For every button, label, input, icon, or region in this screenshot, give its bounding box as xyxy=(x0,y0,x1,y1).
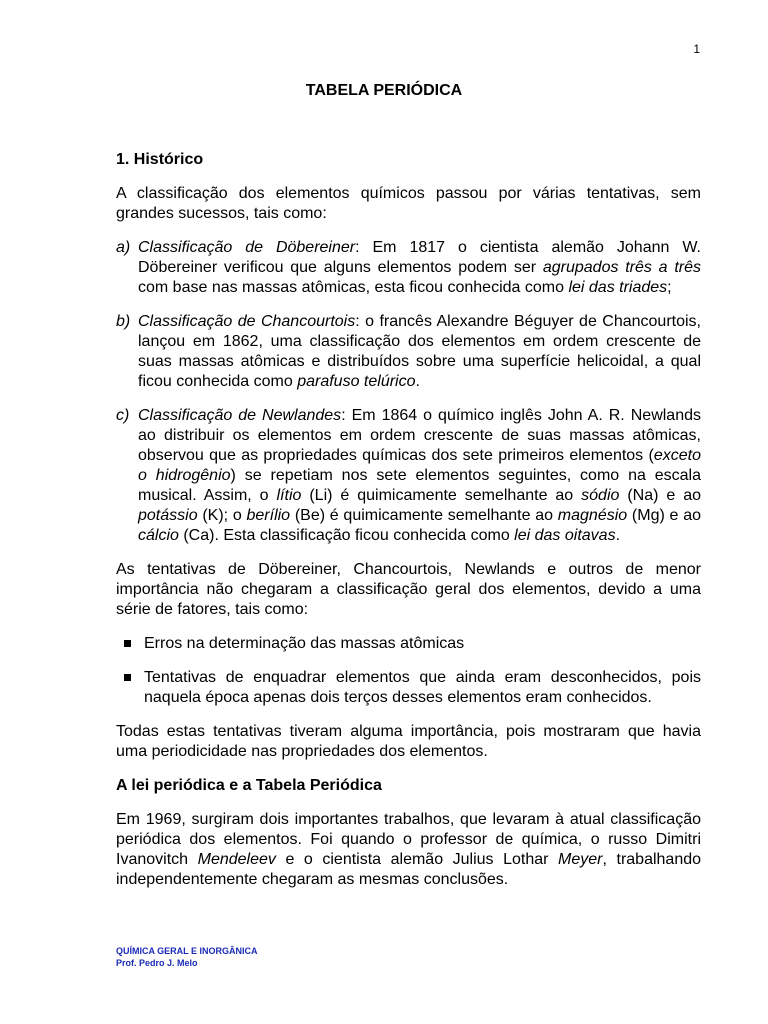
item-name: Classificação de Chancourtois xyxy=(138,313,356,330)
bullet-text: Erros na determinação das massas atômicas xyxy=(144,635,465,652)
item-name: Classificação de Newlandes xyxy=(138,407,342,424)
paragraph-importancia: Todas estas tentativas tiveram alguma importância, pois mostraram que havia uma periodicidade nas propriedades dos elementos. xyxy=(116,723,701,760)
document-body xyxy=(116,150,701,904)
bullet-item xyxy=(116,634,701,654)
list-item-text: Classificação de Chancourtois: o francês Alexandre Béguyer de Chancourtois, lançou em 1862, uma classificação dos elementos em ordem crescente de suas massas atômicas e distribuídos sobre uma superfície helicoidal, a qual ficou conhecida como parafuso telúrico. xyxy=(138,313,702,390)
section-heading-lei-periodica: A lei periódica e a Tabela Periódica xyxy=(116,777,382,794)
list-item-dobereiner xyxy=(116,238,701,298)
list-item-label: c) xyxy=(116,407,130,424)
list-item-label: b) xyxy=(116,313,131,330)
paragraph-tentativas: As tentativas de Döbereiner, Chancourtois, Newlands e outros de menor importância não chegaram a classificação geral dos elementos, devido a uma série de fatores, tais como: xyxy=(116,561,701,618)
footer-author: Prof. Pedro J. Melo xyxy=(116,958,198,968)
list-item-chancourtois xyxy=(116,312,701,392)
page-number: 1 xyxy=(693,42,700,56)
page-title: TABELA PERIÓDICA xyxy=(305,82,463,99)
bullet-text: Tentativas de enquadrar elementos que ainda eram desconhecidos, pois naquela época apenas dois terços desses elementos eram conhecidos. xyxy=(144,669,701,706)
paragraph-mendeleev-meyer: Em 1969, surgiram dois importantes trabalhos, que levaram à atual classificação periódica dos elementos. Foi quando o professor de química, o russo Dimitri Ivanovitch Mendeleev e o cientista alemão Julius Lothar Meyer, trabalhando independentemente chegaram as mesmas conclusões. xyxy=(116,811,702,888)
page-footer xyxy=(116,945,258,969)
square-bullet-icon xyxy=(124,640,132,648)
square-bullet-icon xyxy=(124,674,132,682)
list-item-label: a) xyxy=(116,239,131,256)
list-item-newlandes xyxy=(116,406,701,546)
item-name: Classificação de Döbereiner xyxy=(138,239,356,256)
intro-paragraph: A classificação dos elementos químicos passou por várias tentativas, sem grandes sucessos, tais como: xyxy=(116,185,701,222)
bullet-item xyxy=(116,668,701,708)
section-heading-historico: 1. Histórico xyxy=(116,151,204,168)
list-item-text: Classificação de Döbereiner: Em 1817 o cientista alemão Johann W. Döbereiner verificou que alguns elementos podem ser agrupados três a três com base nas massas atômicas, esta ficou conhecida como lei das triades; xyxy=(138,239,701,296)
footer-course: QUÍMICA GERAL E INORGÂNICA xyxy=(116,946,258,956)
list-item-text: Classificação de Newlandes: Em 1864 o químico inglês John A. R. Newlands ao distribuir os elementos em ordem crescente de suas massas atômicas, observou que as propriedades químicas dos sete primeiros elementos (exceto o hidrogênio) se repetiam nos sete elementos seguintes, como na escala musical. Assim, o lítio (Li) é quimicamente semelhante ao sódio (Na) e ao potássio (K); o berílio (Be) é quimicamente semelhante ao magnésio (Mg) e ao cálcio (Ca). Esta classificação ficou conhecida como lei das oitavas. xyxy=(138,407,702,544)
